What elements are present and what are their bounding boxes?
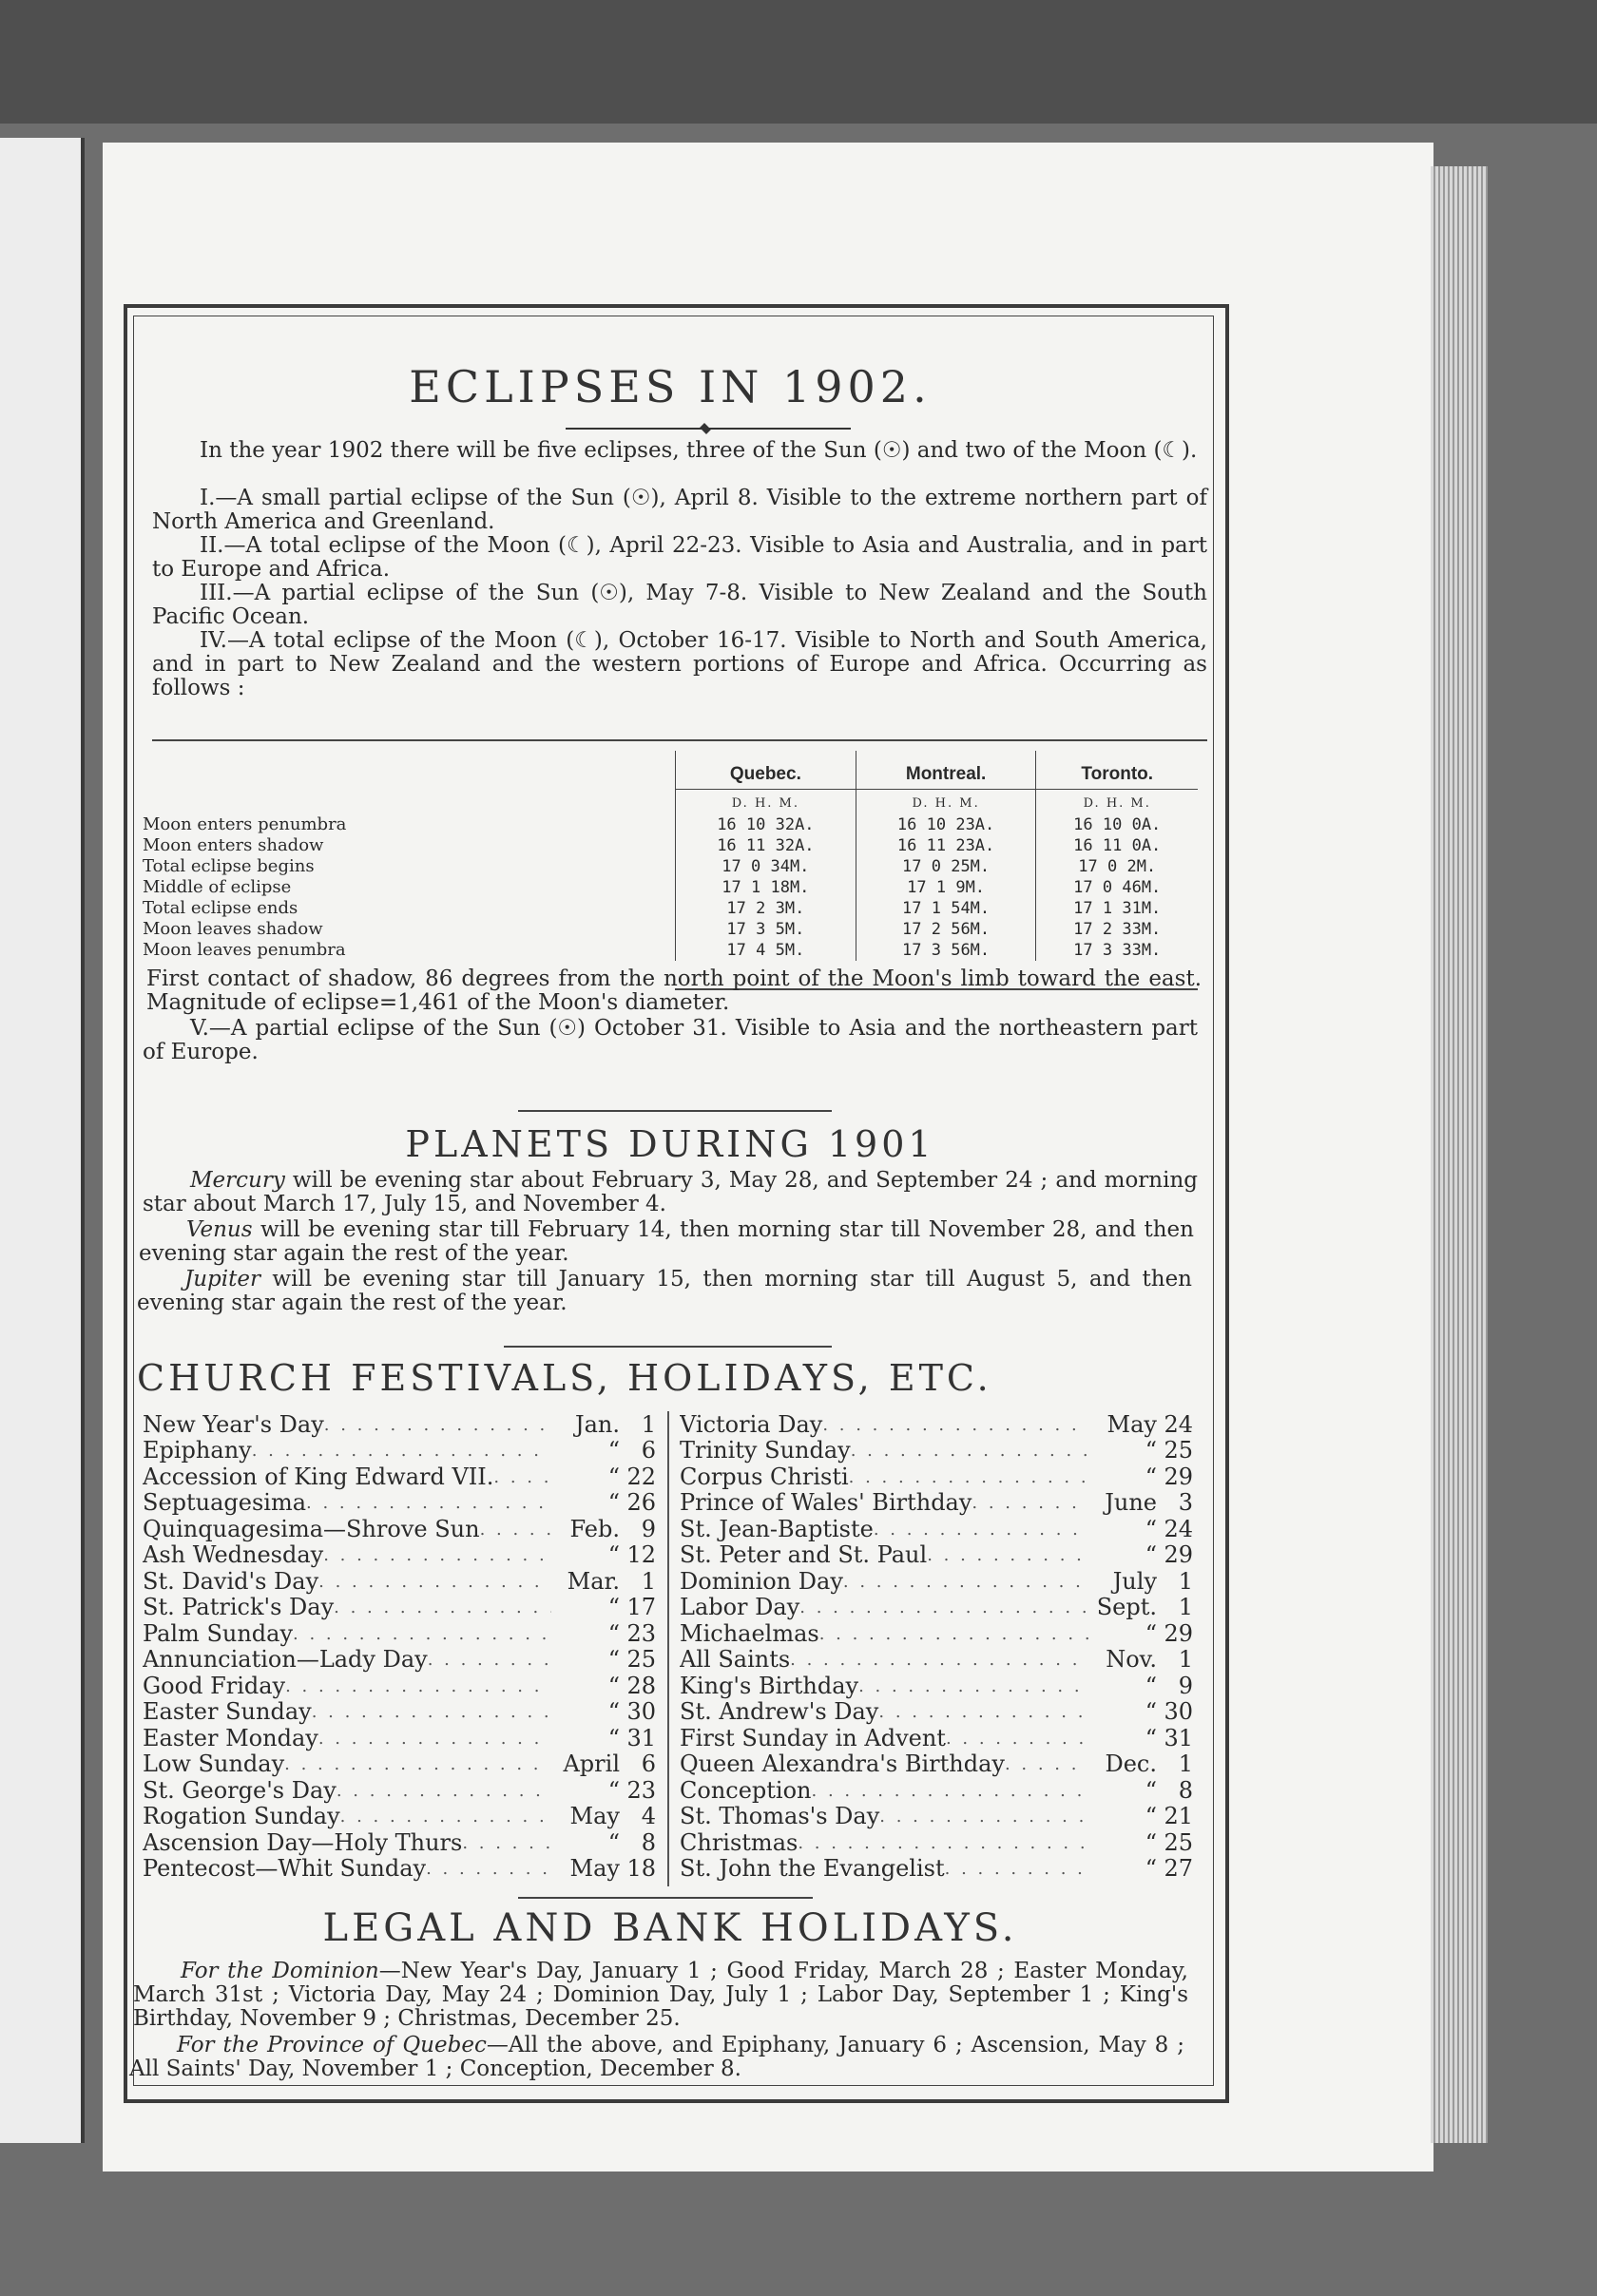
section-divider-3 [518, 1897, 813, 1899]
planet-name-mercury: Mercury [190, 1168, 285, 1193]
holiday-month: Mar. [567, 1568, 620, 1595]
list-item [143, 1438, 656, 1464]
holiday-month: “ [1145, 1725, 1157, 1751]
holiday-day: 31 [1164, 1725, 1193, 1751]
leader-dots [337, 1778, 551, 1804]
holiday-name: First Sunday in Advent [680, 1725, 946, 1751]
leader-dots [334, 1595, 551, 1620]
section-divider-2 [504, 1346, 832, 1348]
holiday-month: “ [1145, 1698, 1157, 1725]
holiday-month: Jan. [574, 1411, 620, 1438]
list-item [680, 1699, 1193, 1726]
holiday-month: “ [607, 1673, 620, 1699]
holiday-name: Michaelmas [680, 1620, 819, 1647]
eclipses-intro: In the year 1902 there will be five eclipses, three of the Sun (☉) and two of the Moon (☾). [200, 438, 1198, 463]
holiday-name: Good Friday [143, 1673, 286, 1699]
leader-dots [493, 1464, 551, 1490]
eclipse-item-4: IV.—A total eclipse of the Moon (☾), October 16-17. Visible to North and South America, and in part to New Zealand and the western portions of Europe and Africa. Occurring as follows : [152, 628, 1207, 700]
leader-dots [426, 1856, 551, 1882]
list-item [143, 1490, 656, 1517]
leader-dots [879, 1804, 1088, 1829]
holiday-day: 1 [1178, 1568, 1193, 1595]
holiday-day: 17 [626, 1594, 656, 1620]
list-item [680, 1438, 1193, 1464]
holiday-day: 4 [641, 1803, 656, 1829]
row-label: Middle of eclipse [143, 877, 292, 897]
holiday-month: “ [1145, 1803, 1157, 1829]
holiday-day: 23 [626, 1777, 656, 1804]
table-row [143, 940, 1198, 961]
eclipse-item-1: I.—A small partial eclipse of the Sun (☉), April 8. Visible to the extreme northern part of North America and Greenland. [152, 486, 1207, 534]
planet-venus [139, 1218, 1194, 1266]
list-item [143, 1699, 656, 1726]
value-quebec: 17 3 5M. [676, 919, 856, 940]
list-item [680, 1777, 1193, 1804]
list-item [143, 1620, 656, 1647]
holiday-day: 29 [1164, 1464, 1193, 1490]
holiday-day: 9 [641, 1516, 656, 1542]
holiday-month: “ [607, 1620, 620, 1647]
leader-dots [790, 1647, 1088, 1673]
holiday-name: King's Birthday [680, 1673, 859, 1699]
list-item [680, 1673, 1193, 1699]
holiday-day: 6 [641, 1751, 656, 1777]
list-item [680, 1647, 1193, 1674]
festivals-title: CHURCH FESTIVALS, HOLIDAYS, ETC. [137, 1357, 992, 1399]
units-quebec: D. H. M. [676, 790, 856, 815]
holiday-month: “ [607, 1437, 620, 1464]
holiday-name: St. David's Day [143, 1568, 319, 1595]
holiday-day: 26 [626, 1489, 656, 1516]
legal-quebec-lead: For the Province of Quebec [177, 2033, 487, 2057]
holiday-name: Palm Sunday [143, 1620, 294, 1647]
leader-dots [945, 1856, 1088, 1882]
holiday-month: “ [607, 1646, 620, 1673]
holiday-day: 9 [1178, 1673, 1193, 1699]
holiday-name: Corpus Christi [680, 1464, 849, 1490]
value-toronto: 16 11 0A. [1036, 835, 1198, 856]
holiday-name: Christmas [680, 1829, 798, 1856]
holiday-day: 1 [641, 1411, 656, 1438]
table-row [143, 898, 1198, 919]
holiday-month: “ [607, 1698, 620, 1725]
list-item [680, 1464, 1193, 1490]
holiday-day: 18 [626, 1855, 656, 1882]
list-item [143, 1777, 656, 1804]
leader-dots [340, 1804, 551, 1829]
holiday-month: “ [607, 1829, 620, 1856]
list-item [680, 1411, 1193, 1438]
list-item [680, 1490, 1193, 1517]
leader-dots [318, 1569, 551, 1595]
value-montreal: 17 3 56M. [856, 940, 1036, 961]
leader-dots [927, 1542, 1088, 1568]
list-item [143, 1647, 656, 1674]
list-item [680, 1568, 1193, 1595]
leader-dots [428, 1647, 551, 1673]
holiday-day: 25 [1164, 1829, 1193, 1856]
leader-dots [851, 1438, 1088, 1464]
leader-dots [946, 1726, 1088, 1751]
holiday-day: 25 [1164, 1437, 1193, 1464]
city-montreal: Montreal. [856, 751, 1036, 790]
holiday-month: “ [1145, 1437, 1157, 1464]
holiday-day: 1 [1178, 1646, 1193, 1673]
holiday-name: St. Thomas's Day [680, 1803, 880, 1829]
value-montreal: 17 0 25M. [856, 856, 1036, 877]
festivals-right-column [680, 1411, 1193, 1882]
holiday-day: 1 [1178, 1594, 1193, 1620]
list-item [143, 1568, 656, 1595]
table-corner [143, 751, 676, 790]
legal-dominion-text: —New Year's Day, January 1 ; Good Friday, March 28 ; Easter Monday, March 31st ; Victoria Day, May 24 ; Dominion Day, July 1 ; Labor Day, September 1 ; King's Birthday, November 9 ; Christmas, December 25. [133, 1959, 1188, 2031]
holiday-name: Pentecost—Whit Sunday [143, 1855, 427, 1882]
holiday-month: Sept. [1096, 1594, 1157, 1620]
row-label: Moon enters penumbra [143, 814, 347, 834]
planet-text-venus: will be evening star till February 14, then morning star till November 28, and then evening star again the rest of the year. [139, 1217, 1194, 1266]
holiday-day: 1 [1178, 1751, 1193, 1777]
title-ornament [566, 428, 851, 430]
list-item [143, 1595, 656, 1621]
holiday-day: 30 [1164, 1698, 1193, 1725]
holiday-name: Trinity Sunday [680, 1437, 851, 1464]
holiday-month: “ [607, 1777, 620, 1804]
planet-name-jupiter: Jupiter [184, 1267, 260, 1292]
value-quebec: 17 4 5M. [676, 940, 856, 961]
holiday-month: “ [1145, 1464, 1157, 1490]
eclipse-item-2: II.—A total eclipse of the Moon (☾), April 22-23. Visible to Asia and Australia, and in part to Europe and Africa. [152, 533, 1207, 582]
holiday-month: “ [1145, 1829, 1157, 1856]
leader-dots [812, 1778, 1088, 1804]
holiday-month: “ [607, 1541, 620, 1568]
page-content [129, 333, 1207, 2081]
list-item [143, 1829, 656, 1856]
value-quebec: 16 10 32A. [676, 814, 856, 835]
value-quebec: 17 0 34M. [676, 856, 856, 877]
table-row [143, 814, 1198, 835]
list-item [143, 1725, 656, 1751]
leader-dots [306, 1490, 551, 1516]
holiday-day: 12 [626, 1541, 656, 1568]
holiday-day: 22 [626, 1464, 656, 1490]
eclipse-times-table [143, 751, 1198, 961]
holiday-month: “ [1145, 1541, 1157, 1568]
holiday-month: July [1112, 1568, 1157, 1595]
leader-dots [849, 1464, 1088, 1490]
row-label: Moon leaves shadow [143, 919, 323, 939]
legal-dominion [133, 1960, 1188, 2031]
value-toronto: 17 0 46M. [1036, 877, 1198, 898]
leader-dots [462, 1830, 551, 1856]
leader-dots [819, 1621, 1088, 1647]
value-quebec: 17 2 3M. [676, 898, 856, 919]
holiday-month: Nov. [1106, 1646, 1157, 1673]
list-item [143, 1751, 656, 1778]
table-row [143, 877, 1198, 898]
legal-title: LEGAL AND BANK HOLIDAYS. [322, 1906, 1018, 1950]
table-row [143, 919, 1198, 940]
table-top-rule [152, 739, 1207, 741]
holiday-day: 27 [1164, 1855, 1193, 1882]
holiday-name: St. Patrick's Day [143, 1594, 335, 1620]
row-label: Total eclipse ends [143, 898, 298, 918]
holiday-month: “ [1145, 1620, 1157, 1647]
leader-dots [312, 1699, 551, 1725]
value-montreal: 16 11 23A. [856, 835, 1036, 856]
row-label: Moon enters shadow [143, 835, 324, 855]
holiday-month: April [563, 1751, 620, 1777]
value-toronto: 17 1 31M. [1036, 898, 1198, 919]
holiday-month: Dec. [1105, 1751, 1157, 1777]
value-toronto: 17 2 33M. [1036, 919, 1198, 940]
leader-dots [252, 1438, 551, 1464]
list-item [143, 1464, 656, 1490]
value-toronto: 16 10 0A. [1036, 814, 1198, 835]
value-montreal: 17 1 54M. [856, 898, 1036, 919]
holiday-day: 24 [1164, 1411, 1193, 1438]
table-row [143, 835, 1198, 856]
leader-dots [1005, 1751, 1088, 1777]
holiday-name: Easter Sunday [143, 1698, 312, 1725]
holiday-day: 8 [641, 1829, 656, 1856]
holiday-name: Victoria Day [680, 1411, 823, 1438]
holiday-name: St. George's Day [143, 1777, 337, 1804]
holiday-day: 25 [626, 1646, 656, 1673]
list-item [680, 1856, 1193, 1883]
festivals-list [143, 1411, 1198, 1886]
leader-dots [323, 1542, 551, 1568]
holiday-day: 1 [641, 1568, 656, 1595]
holiday-day: 24 [1164, 1516, 1193, 1542]
value-quebec: 16 11 32A. [676, 835, 856, 856]
city-toronto: Toronto. [1036, 751, 1198, 790]
holiday-day: 8 [1178, 1777, 1193, 1804]
leader-dots [324, 1412, 551, 1438]
list-item [680, 1804, 1193, 1830]
holiday-name: New Year's Day [143, 1411, 324, 1438]
planet-mercury [143, 1169, 1198, 1216]
planet-text-jupiter: will be evening star till January 15, then morning star till August 5, and then evening star again the rest of the year. [137, 1267, 1192, 1315]
value-toronto: 17 0 2M. [1036, 856, 1198, 877]
leader-dots [293, 1621, 551, 1647]
list-item [143, 1411, 656, 1438]
planet-jupiter [137, 1268, 1192, 1315]
list-item [680, 1751, 1193, 1778]
eclipse-item-5: V.—A partial eclipse of the Sun (☉) October 31. Visible to Asia and the northeastern part of Europe. [143, 1016, 1198, 1064]
holiday-month: “ [1145, 1855, 1157, 1882]
holiday-month: “ [607, 1725, 620, 1751]
legal-dominion-lead: For the Dominion [181, 1959, 379, 1983]
value-montreal: 17 2 56M. [856, 919, 1036, 940]
holiday-name: Dominion Day [680, 1568, 843, 1595]
holiday-name: Accession of King Edward VII. [143, 1464, 494, 1490]
holiday-day: 23 [626, 1620, 656, 1647]
holiday-name: All Saints [680, 1646, 791, 1673]
section-divider-1 [518, 1110, 832, 1112]
holiday-day: 29 [1164, 1541, 1193, 1568]
holiday-name: Rogation Sunday [143, 1803, 340, 1829]
list-item [143, 1673, 656, 1699]
list-item [680, 1542, 1193, 1569]
book-page-edges [1431, 166, 1488, 2143]
table-row [143, 856, 1198, 877]
holiday-name: Ash Wednesday [143, 1541, 324, 1568]
list-item [680, 1516, 1193, 1542]
holiday-name: Annunciation—Lady Day [143, 1646, 428, 1673]
value-quebec: 17 1 18M. [676, 877, 856, 898]
holiday-month: May [569, 1803, 620, 1829]
row-label: Total eclipse begins [143, 856, 315, 876]
column-divider [667, 1411, 669, 1886]
holiday-name: Prince of Wales' Birthday [680, 1489, 972, 1516]
holiday-day: 3 [1178, 1489, 1193, 1516]
holiday-month: “ [1145, 1673, 1157, 1699]
holiday-name: St. Andrew's Day [680, 1698, 879, 1725]
holiday-name: Conception [680, 1777, 812, 1804]
holiday-name: Queen Alexandra's Birthday [680, 1751, 1005, 1777]
holiday-name: St. Jean-Baptiste [680, 1516, 874, 1542]
list-item [680, 1829, 1193, 1856]
leader-dots [799, 1595, 1088, 1620]
leader-dots [878, 1699, 1088, 1725]
holiday-name: Epiphany [143, 1437, 252, 1464]
planet-text-mercury: will be evening star about February 3, May 28, and September 24 ; and morning star about March 17, July 15, and November 4. [143, 1168, 1198, 1216]
holiday-name: St. Peter and St. Paul [680, 1541, 928, 1568]
holiday-name: Ascension Day—Holy Thurs [143, 1829, 463, 1856]
planet-name-venus: Venus [186, 1217, 253, 1242]
leader-dots [284, 1751, 551, 1777]
holiday-name: Low Sunday [143, 1751, 285, 1777]
holiday-month: Feb. [569, 1516, 620, 1542]
legal-quebec [129, 2034, 1184, 2081]
city-quebec: Quebec. [676, 751, 856, 790]
list-item [680, 1620, 1193, 1647]
holiday-day: 21 [1164, 1803, 1193, 1829]
leader-dots [318, 1726, 551, 1751]
value-toronto: 17 3 33M. [1036, 940, 1198, 961]
holiday-day: 31 [626, 1725, 656, 1751]
holiday-day: 28 [626, 1673, 656, 1699]
scanner-background [0, 0, 1597, 124]
facing-page-edge [0, 138, 85, 2143]
leader-dots [972, 1490, 1088, 1516]
eclipse-item-3: III.—A partial eclipse of the Sun (☉), May 7-8. Visible to New Zealand and the South Pacific Ocean. [152, 581, 1207, 629]
holiday-name: Septuagesima [143, 1489, 307, 1516]
holiday-month: “ [1145, 1516, 1157, 1542]
planets-title: PLANETS DURING 1901 [405, 1123, 935, 1165]
list-item [680, 1595, 1193, 1621]
holiday-month: “ [607, 1594, 620, 1620]
list-item [143, 1856, 656, 1883]
units-montreal: D. H. M. [856, 790, 1036, 815]
festivals-left-column [143, 1411, 656, 1882]
holiday-name: Easter Monday [143, 1725, 318, 1751]
holiday-month: “ [1145, 1777, 1157, 1804]
eclipse-contact-note: First contact of shadow, 86 degrees from the north point of the Moon's limb toward the east. Magnitude of eclipse=1,461 of the Moon's diameter. [146, 966, 1202, 1015]
holiday-day: 29 [1164, 1620, 1193, 1647]
leader-dots [798, 1830, 1088, 1856]
list-item [143, 1804, 656, 1830]
value-montreal: 16 10 23A. [856, 814, 1036, 835]
holiday-name: St. John the Evangelist [680, 1855, 945, 1882]
leader-dots [858, 1674, 1088, 1699]
holiday-month: May [1106, 1411, 1157, 1438]
list-item [680, 1725, 1193, 1751]
holiday-day: 6 [641, 1437, 656, 1464]
leader-dots [285, 1674, 551, 1699]
holiday-day: 30 [626, 1698, 656, 1725]
units-toronto: D. H. M. [1036, 790, 1198, 815]
holiday-month: June [1105, 1489, 1157, 1516]
legal-quebec-text: —All the above, and Epiphany, January 6 ; Ascension, May 8 ; All Saints' Day, November 1 ; Conception, December 8. [129, 2033, 1184, 2081]
holiday-month: “ [607, 1464, 620, 1490]
leader-dots [822, 1412, 1088, 1438]
row-label: Moon leaves penumbra [143, 940, 346, 960]
leader-dots [874, 1517, 1088, 1542]
leader-dots [843, 1569, 1088, 1595]
eclipses-title: ECLIPSES IN 1902. [409, 361, 932, 412]
value-montreal: 17 1 9M. [856, 877, 1036, 898]
holiday-name: Labor Day [680, 1594, 800, 1620]
holiday-month: May [569, 1855, 620, 1882]
holiday-name: Quinquagesima—Shrove Sun [143, 1516, 480, 1542]
leader-dots [480, 1517, 551, 1542]
list-item [143, 1516, 656, 1542]
holiday-month: “ [607, 1489, 620, 1516]
list-item [143, 1542, 656, 1569]
